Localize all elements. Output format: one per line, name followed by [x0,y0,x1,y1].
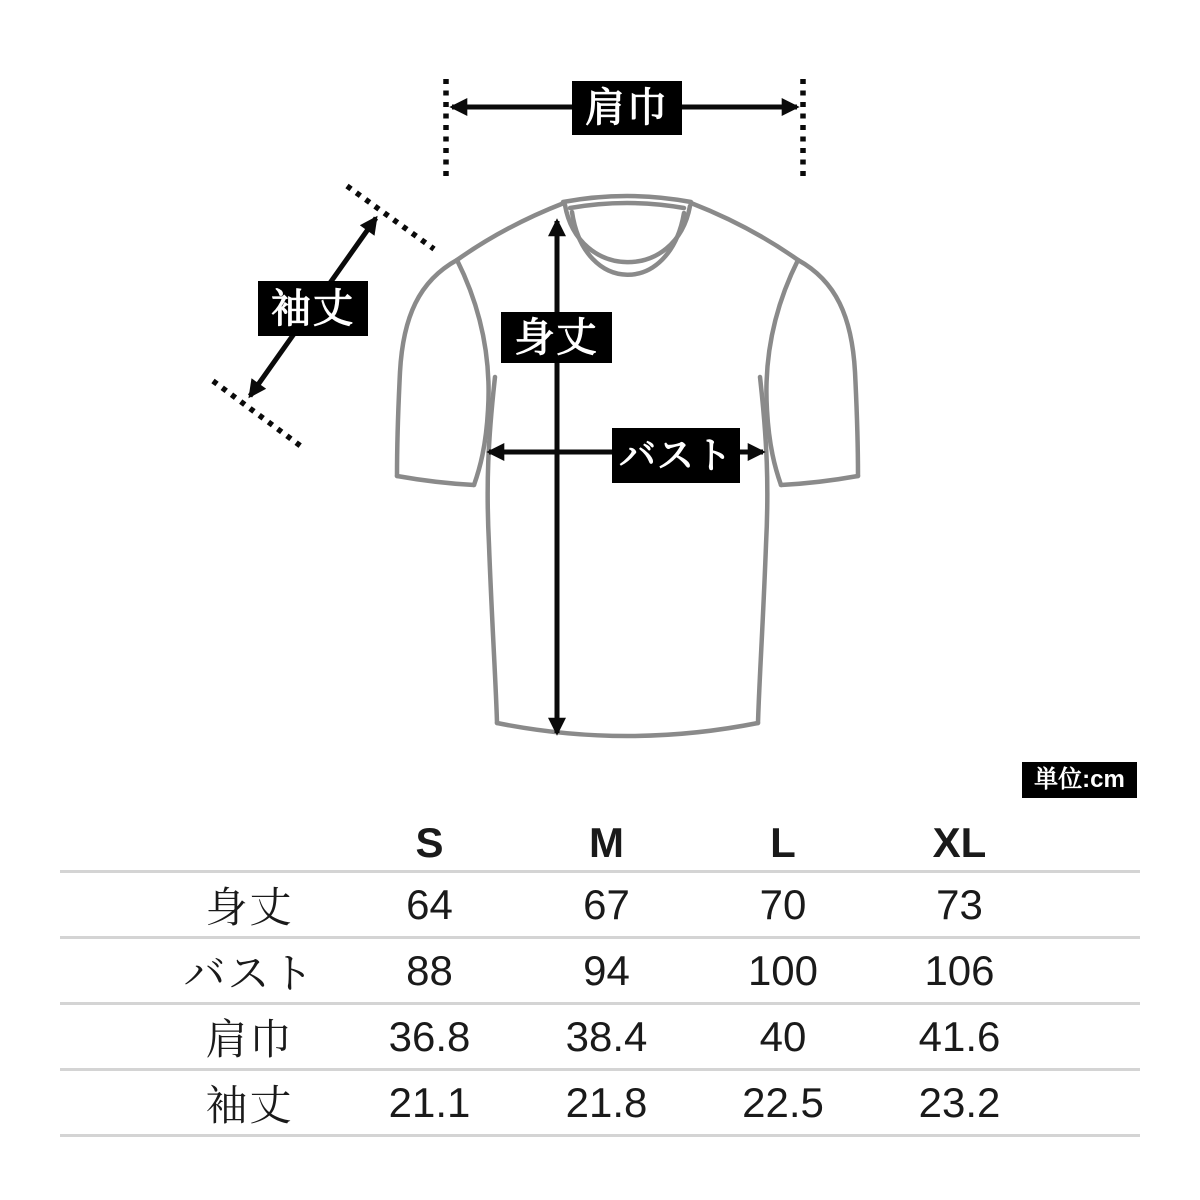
right-body-side [758,377,767,723]
shoulder-width-label: 肩巾 [572,81,682,135]
measurement-arrows [250,107,797,733]
collar-neckline-inner [572,212,684,275]
col-header-xl: XL [871,815,1048,872]
cell-value: 100 [695,938,871,1004]
row-label-sleeve-length: 袖丈 [60,1070,341,1136]
left-sleeve-outer-edge [397,260,457,476]
collar-neckline-outer [565,205,690,262]
row-label-bust: バスト [60,938,341,1004]
table-row [60,1070,1140,1136]
table-row [60,872,1140,938]
row-label-shoulder-width: 肩巾 [60,1004,341,1070]
header-empty-cell [60,815,341,872]
left-sleeve-cuff [397,476,474,485]
row-label-body-length: 身丈 [60,872,341,938]
table-row [60,1004,1140,1070]
unit-badge: 単位:cm [1022,762,1137,798]
cell-value: 36.8 [341,1004,518,1070]
cell-value: 64 [341,872,518,938]
table-header-row [60,815,1140,872]
col-header-m: M [518,815,695,872]
cell-value: 38.4 [518,1004,695,1070]
row-spacer-cell [1048,872,1140,938]
cell-value: 67 [518,872,695,938]
col-header-l: L [695,815,871,872]
bust-label: バスト [612,428,740,483]
cell-value: 94 [518,938,695,1004]
sleeve-length-label: 袖丈 [258,281,368,336]
dotted-guides [213,79,803,447]
cell-value: 106 [871,938,1048,1004]
cell-value: 21.8 [518,1070,695,1136]
cell-value: 23.2 [871,1070,1048,1136]
collar-top-inner [570,203,684,208]
sleeve-guide-bottom [213,381,302,447]
cell-value: 70 [695,872,871,938]
row-spacer-cell [1048,1070,1140,1136]
cell-value: 22.5 [695,1070,871,1136]
cell-value: 88 [341,938,518,1004]
cell-value: 40 [695,1004,871,1070]
right-armhole-seam [766,260,798,485]
row-spacer-cell [1048,938,1140,1004]
left-body-side [488,377,497,723]
col-header-s: S [341,815,518,872]
right-sleeve-outer-edge [798,260,858,476]
right-shoulder-seam [691,203,798,260]
left-shoulder-seam [457,203,564,260]
header-spacer-cell [1048,815,1140,872]
hem [497,723,758,736]
table-row [60,938,1140,1004]
row-spacer-cell [1048,1004,1140,1070]
body-length-label: 身丈 [501,312,612,363]
right-sleeve-cuff [781,476,858,485]
size-table [60,815,1140,1137]
cell-value: 41.6 [871,1004,1048,1070]
cell-value: 73 [871,872,1048,938]
left-armhole-seam [457,260,489,485]
cell-value: 21.1 [341,1070,518,1136]
